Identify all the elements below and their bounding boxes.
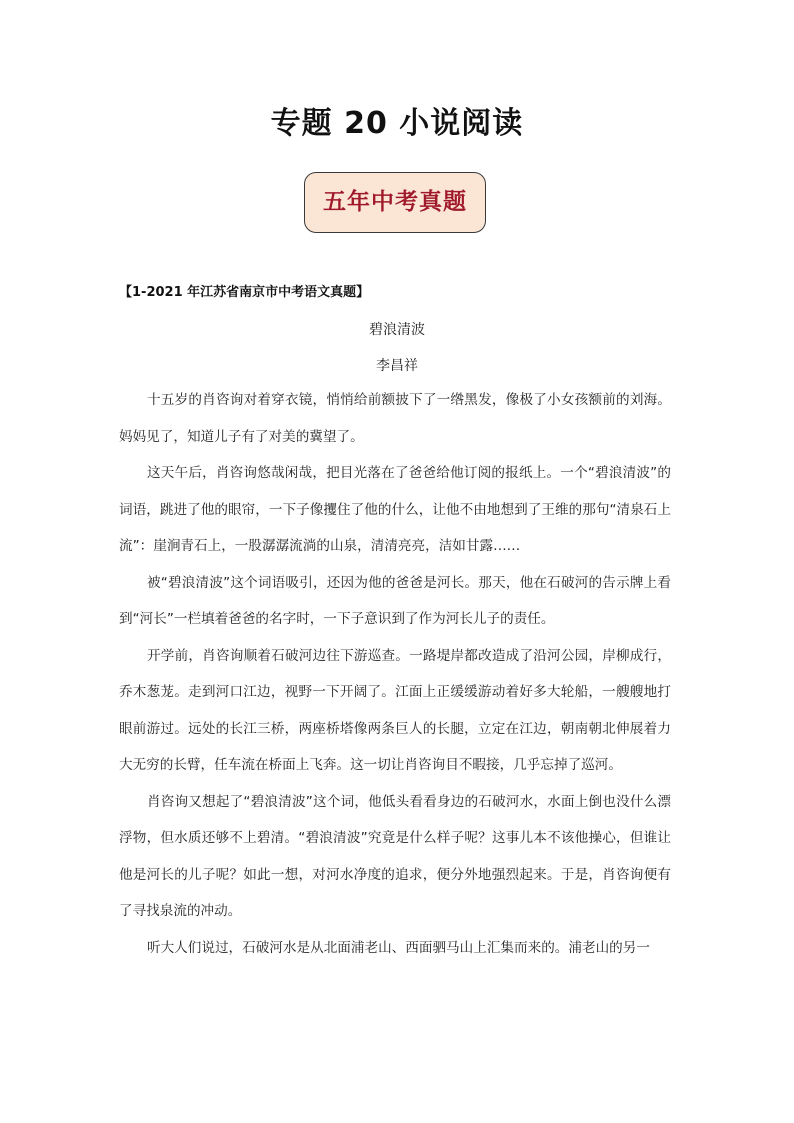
paragraph: 开学前，肖咨询顺着石破河边往下游巡查。一路堤岸都改造成了沿河公园，岸柳成行，乔木葱茏。走到河口江边，视野一下开阔了。江面上正缓缓游动着好多大轮船，一艘艘地打眼前游过。远处的长江三桥，两座桥塔像两条巨人的长腿，立定在江边，朝南朝北伸展着力大无穷的长臂，任车流在桥面上飞奔。这一切让肖咨询目不暇接，几乎忘掉了巡河。 bbox=[119, 647, 671, 773]
page-title: 专题 20 小说阅读 bbox=[270, 106, 524, 141]
story-title: 碧浪清波 bbox=[369, 322, 425, 338]
question-source: 【1-2021 年江苏省南京市中考语文真题】 bbox=[119, 285, 370, 300]
story-body bbox=[119, 382, 671, 966]
story-author: 李昌祥 bbox=[376, 358, 418, 374]
paragraph: 被“碧浪清波”这个词语吸引，还因为他的爸爸是河长。那天，他在石破河的告示牌上看到“河长”一栏填着爸爸的名字时，一下子意识到了作为河长儿子的责任。 bbox=[119, 574, 671, 627]
paragraph: 十五岁的肖咨询对着穿衣镜，悄悄给前额披下了一绺黑发，像极了小女孩额前的刘海。妈妈见了，知道儿子有了对美的冀望了。 bbox=[119, 392, 671, 445]
section-label-box: 五年中考真题 bbox=[304, 172, 486, 233]
paragraph: 这天午后，肖咨询悠哉闲哉，把目光落在了爸爸给他订阅的报纸上。一个“碧浪清波”的词语，跳进了他的眼帘，一下子像攫住了他的什么，让他不由地想到了王维的那句“清泉石上流”：崖涧青石上，一股潺潺流淌的山泉，清清亮亮，洁如甘露…… bbox=[119, 465, 671, 554]
paragraph: 听大人们说过，石破河水是从北面浦老山、西面驷马山上汇集而来的。浦老山的另一 bbox=[147, 939, 650, 956]
paragraph: 肖咨询又想起了“碧浪清波”这个词，他低头看看身边的石破河水，水面上倒也没什么漂浮物，但水质还够不上碧清。“碧浪清波”究竟是什么样子呢？这事儿本不该他操心，但谁让他是河长的儿子呢？如此一想，对河水净度的追求，便分外地强烈起来。于是，肖咨询便有了寻找泉流的冲动。 bbox=[119, 793, 671, 919]
